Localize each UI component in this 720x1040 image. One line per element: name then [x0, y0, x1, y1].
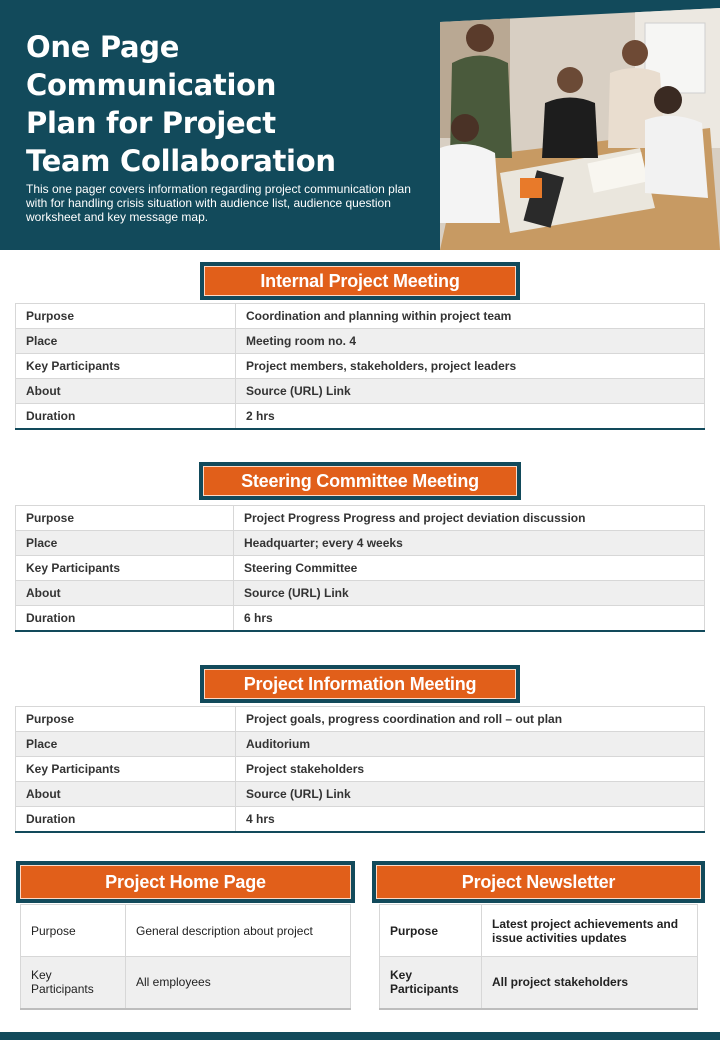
- newsletter-card: [379, 904, 698, 1010]
- row-value: Coordination and planning within project team: [236, 304, 705, 329]
- row-key: Duration: [16, 606, 234, 631]
- row-key: Place: [16, 329, 236, 354]
- row-value: All employees: [126, 957, 351, 1009]
- row-key: About: [16, 782, 236, 807]
- table-row: [16, 506, 705, 531]
- table-row: [16, 707, 705, 732]
- table-row: [16, 404, 705, 429]
- header-band: [0, 0, 720, 250]
- table-row: [16, 379, 705, 404]
- table-row: [21, 905, 351, 957]
- team-meeting-photo: [440, 8, 720, 250]
- internal-meeting-title: Internal Project Meeting: [204, 266, 516, 296]
- row-value: Project Progress Progress and project deviation discussion: [234, 506, 705, 531]
- table-row: [16, 757, 705, 782]
- row-value: Source (URL) Link: [236, 379, 705, 404]
- table-row: [16, 304, 705, 329]
- table-row: [16, 782, 705, 807]
- row-value: 6 hrs: [234, 606, 705, 631]
- home-page-title: Project Home Page: [20, 865, 351, 899]
- row-value: General description about project: [126, 905, 351, 957]
- row-value: Project goals, progress coordination and roll – out plan: [236, 707, 705, 732]
- row-value: 4 hrs: [236, 807, 705, 832]
- table-row: [16, 531, 705, 556]
- table-row: [21, 957, 351, 1009]
- row-key: Purpose: [16, 506, 234, 531]
- table-row: [16, 581, 705, 606]
- steering-meeting-title: Steering Committee Meeting: [203, 466, 517, 496]
- row-key: Purpose: [380, 905, 482, 957]
- information-meeting-title: Project Information Meeting: [204, 669, 516, 699]
- table-row: [380, 905, 698, 957]
- row-value: Project stakeholders: [236, 757, 705, 782]
- row-key: Duration: [16, 404, 236, 429]
- row-key: Purpose: [16, 304, 236, 329]
- table-row: [16, 807, 705, 832]
- row-value: All project stakeholders: [482, 957, 698, 1009]
- row-value: Source (URL) Link: [234, 581, 705, 606]
- internal-meeting-banner: [200, 262, 520, 300]
- home-page-banner: [16, 861, 355, 903]
- row-key: Key Participants: [16, 757, 236, 782]
- row-key: Key Participants: [21, 957, 126, 1009]
- table-row: [16, 329, 705, 354]
- row-value: Project members, stakeholders, project leaders: [236, 354, 705, 379]
- row-key: Key Participants: [16, 556, 234, 581]
- table-row: [380, 957, 698, 1009]
- information-meeting-table: [15, 706, 705, 833]
- table-row: [16, 732, 705, 757]
- table-row: [16, 354, 705, 379]
- row-value: Source (URL) Link: [236, 782, 705, 807]
- row-key: Place: [16, 531, 234, 556]
- row-key: Duration: [16, 807, 236, 832]
- footer-band: [0, 1032, 720, 1040]
- row-key: About: [16, 379, 236, 404]
- row-key: Key Participants: [16, 354, 236, 379]
- table-row: [16, 606, 705, 631]
- internal-meeting-table: [15, 303, 705, 430]
- page-subtitle: This one pager covers information regarding project communication plan with for handling crisis situation with audience list, audience question worksheet and key message map.: [26, 182, 411, 224]
- row-value: Latest project achievements and issue activities updates: [482, 905, 698, 957]
- row-value: Meeting room no. 4: [236, 329, 705, 354]
- row-key: Place: [16, 732, 236, 757]
- row-key: Purpose: [21, 905, 126, 957]
- page-title: One Page Communication Plan for Project Team Collaboration: [26, 30, 336, 178]
- row-key: About: [16, 581, 234, 606]
- row-key: Key Participants: [380, 957, 482, 1009]
- row-value: Headquarter; every 4 weeks: [234, 531, 705, 556]
- information-meeting-banner: [200, 665, 520, 703]
- newsletter-title: Project Newsletter: [376, 865, 701, 899]
- table-row: [16, 556, 705, 581]
- home-page-card: [20, 904, 351, 1010]
- newsletter-banner: [372, 861, 705, 903]
- row-value: 2 hrs: [236, 404, 705, 429]
- row-key: Purpose: [16, 707, 236, 732]
- row-value: Auditorium: [236, 732, 705, 757]
- steering-meeting-table: [15, 505, 705, 632]
- row-value: Steering Committee: [234, 556, 705, 581]
- steering-meeting-banner: [199, 462, 521, 500]
